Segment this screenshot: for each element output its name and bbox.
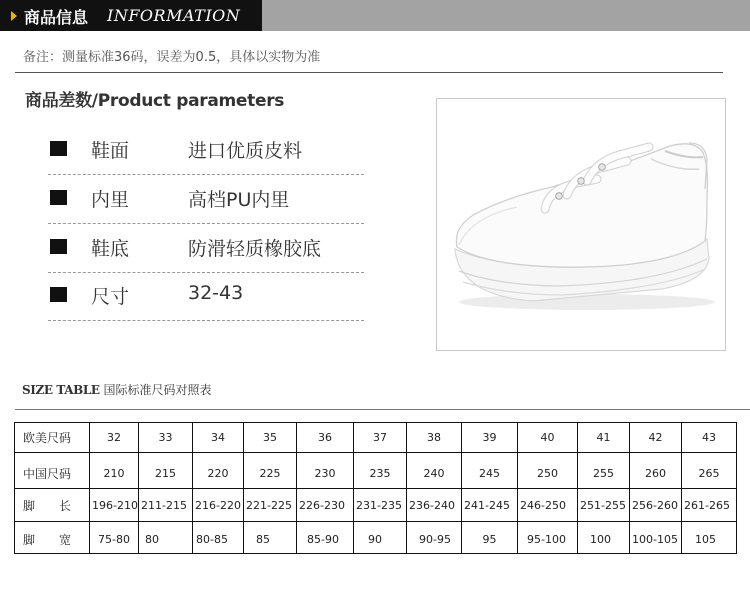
table-cell: 196-210 [90, 489, 139, 522]
table-cell: 246-250 [518, 489, 578, 522]
table-row [15, 453, 737, 489]
param-value: 高档PU内里 [188, 189, 290, 211]
header-title-en: INFORMATION [107, 6, 241, 25]
table-cell: 221-225 [244, 489, 297, 522]
table-cell: 80 [139, 522, 193, 554]
header-title-block [0, 0, 262, 31]
table-cell: 236-240 [407, 489, 462, 522]
param-key: 尺寸 [91, 286, 130, 308]
table-cell: 100-105 [630, 522, 682, 554]
param-row-upper [48, 126, 364, 175]
table-cell: 245 [462, 453, 518, 489]
size-table [14, 422, 737, 554]
table-cell: 261-265 [682, 489, 737, 522]
table-cell: 241-245 [462, 489, 518, 522]
table-cell: 36 [297, 423, 354, 453]
param-row-sole [48, 224, 364, 273]
divider [15, 409, 750, 410]
table-cell: 39 [462, 423, 518, 453]
table-row [15, 423, 737, 453]
triangle-bullet-icon [11, 11, 17, 21]
table-cell: 216-220 [193, 489, 244, 522]
square-bullet-icon [50, 190, 67, 205]
table-cell: 38 [407, 423, 462, 453]
table-cell: 35 [244, 423, 297, 453]
table-cell: 85-90 [297, 522, 354, 554]
param-row-lining [48, 175, 364, 224]
table-cell: 41 [578, 423, 630, 453]
table-cell: 90-95 [407, 522, 462, 554]
table-cell: 231-235 [354, 489, 407, 522]
table-cell: 100 [578, 522, 630, 554]
table-cell: 40 [518, 423, 578, 453]
param-value: 进口优质皮料 [188, 140, 303, 162]
table-cell: 37 [354, 423, 407, 453]
table-cell: 34 [193, 423, 244, 453]
table-cell: 230 [297, 453, 354, 489]
table-cell: 235 [354, 453, 407, 489]
row-label: 中国尺码 [15, 453, 90, 489]
table-cell: 255 [578, 453, 630, 489]
size-table-title-en: SIZE TABLE [22, 383, 100, 397]
table-row [15, 522, 737, 554]
table-cell: 85 [244, 522, 297, 554]
table-cell: 260 [630, 453, 682, 489]
table-cell: 210 [90, 453, 139, 489]
params-title: 商品差数/Product parameters [25, 91, 285, 111]
white-sneaker-icon [437, 99, 725, 350]
table-cell: 43 [682, 423, 737, 453]
table-cell: 220 [193, 453, 244, 489]
param-key: 鞋面 [91, 140, 130, 162]
size-table-title-cn: 国际标准尺码对照表 [103, 383, 212, 397]
table-cell: 80-85 [193, 522, 244, 554]
table-cell: 75-80 [90, 522, 139, 554]
table-cell: 95-100 [518, 522, 578, 554]
row-label: 欧美尺码 [15, 423, 90, 453]
divider [15, 72, 723, 73]
table-cell: 105 [682, 522, 737, 554]
table-cell: 90 [354, 522, 407, 554]
row-label: 脚 宽 [15, 522, 90, 554]
header-title-cn: 商品信息 [24, 8, 89, 27]
table-cell: 250 [518, 453, 578, 489]
table-cell: 240 [407, 453, 462, 489]
table-cell: 42 [630, 423, 682, 453]
table-cell: 251-255 [578, 489, 630, 522]
table-cell: 265 [682, 453, 737, 489]
table-cell: 211-215 [139, 489, 193, 522]
table-cell: 226-230 [297, 489, 354, 522]
param-key: 内里 [91, 189, 130, 211]
param-value: 防滑轻质橡胶底 [188, 238, 322, 260]
square-bullet-icon [50, 239, 67, 254]
table-cell: 225 [244, 453, 297, 489]
row-label: 脚 长 [15, 489, 90, 522]
table-row [15, 489, 737, 522]
param-value: 32-43 [188, 282, 244, 304]
table-cell: 32 [90, 423, 139, 453]
size-table-heading [22, 381, 212, 398]
square-bullet-icon [50, 287, 67, 302]
product-image [436, 98, 726, 351]
param-key: 鞋底 [91, 238, 130, 260]
table-cell: 215 [139, 453, 193, 489]
square-bullet-icon [50, 141, 67, 156]
param-row-size [48, 272, 364, 321]
measurement-note: 备注：测量标准36码，误差为0.5，具体以实物为准 [23, 50, 321, 65]
table-cell: 33 [139, 423, 193, 453]
table-cell: 256-260 [630, 489, 682, 522]
table-cell: 95 [462, 522, 518, 554]
